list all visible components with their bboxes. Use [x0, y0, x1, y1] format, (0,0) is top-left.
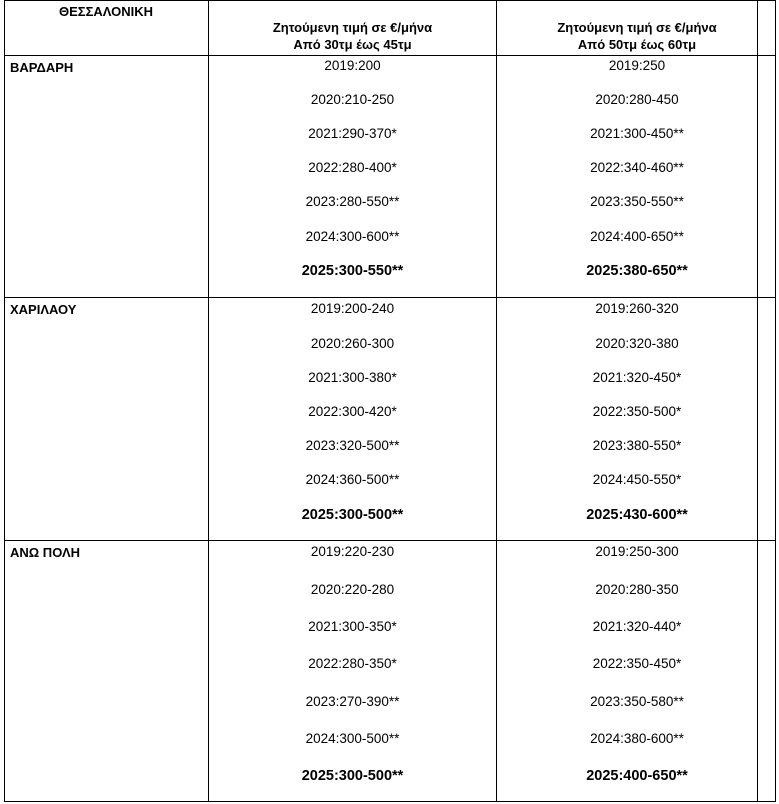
header-col2-line2: Από 50τμ έως 60τμ — [577, 37, 697, 52]
price-value: 2024:360-500** — [305, 472, 400, 487]
header-city: ΘΕΣΣΑΛΟΝΙΚΗ — [59, 4, 153, 19]
area-name-vardari: ΒΑΡΔΑΡΗ — [10, 60, 74, 75]
price-value: 2023:380-550* — [592, 438, 682, 453]
price-value-2025: 2025:300-500** — [301, 768, 404, 784]
price-value: 2022:280-350* — [308, 656, 397, 671]
price-value: 2020:220-280 — [310, 582, 395, 597]
column-divider-1 — [208, 0, 209, 802]
price-value: 2021:300-450** — [590, 126, 684, 141]
column-divider-2 — [496, 0, 497, 802]
price-value: 2024:300-600** — [305, 229, 400, 244]
price-value: 2023:270-390** — [305, 694, 400, 709]
price-value: 2019:250-300 — [595, 544, 679, 559]
price-value: 2019:250 — [608, 58, 666, 73]
header-col1-line2: Από 30τμ έως 45τμ — [293, 37, 412, 52]
price-value: 2022:340-460** — [590, 160, 684, 175]
price-value: 2024:300-500** — [305, 731, 400, 746]
area-name-charilaou: ΧΑΡΙΛΑΟΥ — [10, 302, 77, 317]
price-value: 2021:290-370* — [308, 126, 397, 141]
price-value: 2022:280-400* — [308, 160, 397, 175]
price-value: 2022:350-500* — [592, 404, 682, 419]
price-value: 2023:350-580** — [590, 694, 684, 709]
price-value: 2020:320-380 — [595, 336, 679, 351]
rent-price-table — [4, 0, 776, 802]
price-value-2025: 2025:300-550** — [301, 263, 404, 279]
header-col2 — [497, 19, 777, 53]
header-col1 — [209, 19, 496, 53]
price-value: 2023:320-500** — [305, 438, 400, 453]
price-value: 2022:350-450* — [592, 656, 682, 671]
table-border-bottom — [4, 801, 776, 802]
table-border-left — [4, 0, 5, 802]
price-value: 2020:210-250 — [310, 92, 395, 107]
price-value: 2021:300-350* — [308, 619, 397, 634]
price-value: 2024:450-550* — [592, 472, 682, 487]
price-value: 2020:260-300 — [310, 336, 395, 351]
price-value: 2020:280-450 — [595, 92, 679, 107]
price-value-2025: 2025:430-600** — [586, 507, 688, 523]
row-divider-header — [4, 55, 776, 56]
price-value-2025: 2025:300-500** — [301, 507, 404, 523]
area-name-ano-poli: ΑΝΩ ΠΟΛΗ — [10, 545, 81, 560]
price-value: 2021:320-450* — [592, 370, 682, 385]
price-value: 2020:280-350 — [595, 582, 679, 597]
price-value: 2019:260-320 — [595, 301, 679, 316]
row-divider-2 — [4, 540, 776, 541]
price-value: 2019:200 — [324, 58, 381, 73]
price-value: 2021:320-440* — [592, 619, 682, 634]
price-value: 2021:300-380* — [308, 370, 397, 385]
table-border-right — [775, 0, 776, 802]
header-col1-line1: Ζητούμενη τιμή σε €/μήνα — [272, 20, 433, 35]
price-value: 2024:380-600** — [590, 731, 684, 746]
price-value-2025: 2025:380-650** — [586, 263, 688, 279]
price-value: 2022:300-420* — [308, 404, 397, 419]
price-value-2025: 2025:400-650** — [586, 768, 688, 784]
price-value: 2019:220-230 — [310, 544, 395, 559]
column-divider-3 — [757, 0, 758, 802]
price-value: 2023:280-550** — [305, 194, 400, 209]
header-col2-line1: Ζητούμενη τιμή σε €/μήνα — [557, 20, 717, 35]
table-border-top — [4, 0, 776, 1]
price-value: 2024:400-650** — [590, 229, 684, 244]
row-divider-1 — [4, 297, 776, 298]
price-value: 2019:200-240 — [310, 301, 395, 316]
price-value: 2023:350-550** — [590, 194, 684, 209]
